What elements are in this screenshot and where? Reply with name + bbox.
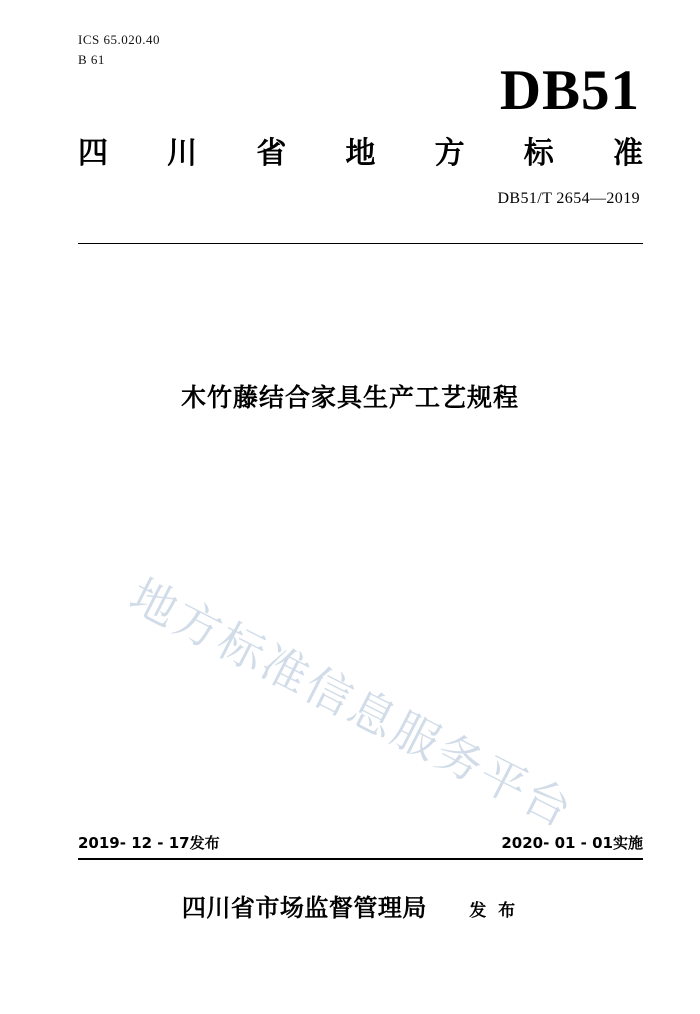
classification-code: B 61 (78, 52, 105, 68)
dates-row (78, 832, 643, 853)
db51-logo: DB51 (499, 59, 640, 122)
ics-code: ICS 65.020.40 (78, 32, 160, 47)
province-title-char-7: 准 (612, 136, 643, 171)
implement-date: 2020- 01 - 01实施 (501, 834, 643, 852)
ics-block (78, 30, 160, 70)
watermark-text: 地方标准信息服务平台 (121, 568, 583, 839)
page-title: 木竹藤结合家具生产工艺规程 (180, 383, 519, 412)
province-title-char-2: 川 (167, 136, 198, 171)
issue-date: 2019- 12 - 17发布 (78, 834, 220, 852)
publish-action: 发 布 (469, 901, 519, 921)
header-divider (78, 243, 643, 244)
province-title-char-6: 标 (523, 136, 554, 171)
footer-divider (78, 858, 643, 860)
province-title-char-3: 省 (256, 136, 287, 171)
publisher-row (0, 888, 700, 923)
province-title-char-1: 四 (78, 136, 108, 171)
province-title-char-4: 地 (345, 136, 376, 171)
publisher-name: 四川省市场监督管理局 (181, 894, 427, 922)
standard-number: DB51/T 2654—2019 (497, 190, 640, 207)
province-title-char-5: 方 (434, 136, 465, 171)
province-standard-title (78, 128, 643, 172)
